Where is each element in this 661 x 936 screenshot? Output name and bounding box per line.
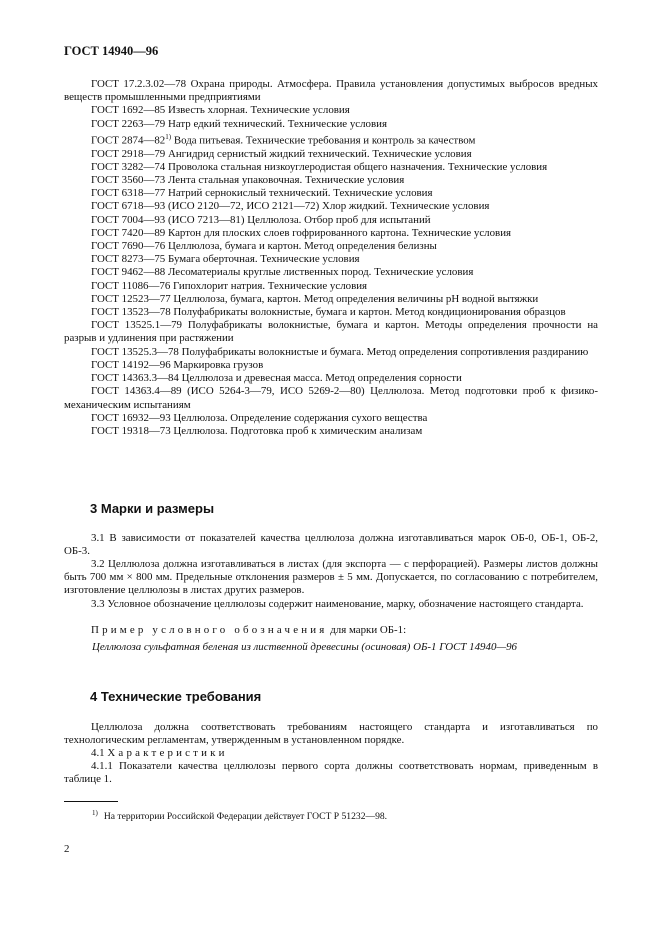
document-header: ГОСТ 14940—96 <box>64 44 159 58</box>
reference-title: Целлюлоза, бумага и картон. Метод определения белизны <box>167 240 437 253</box>
reference-code: ГОСТ 11086—76 <box>91 279 171 292</box>
section-3-paragraph-1: 3.1 В зависимости от показателей качества целлюлоза должна изготавливаться марок ОБ-0, ОБ-1, ОБ-2, ОБ-3. <box>64 532 598 558</box>
footnote-ref-mark: 1) <box>165 132 172 141</box>
reference-code: ГОСТ 7420—89 <box>91 226 166 239</box>
reference-title: Натр едкий технический. Технические условия <box>167 117 387 130</box>
reference-code: ГОСТ 1692—85 <box>91 104 166 117</box>
reference-item <box>64 346 598 359</box>
reference-title: Бумага оберточная. Технические условия <box>167 253 360 266</box>
reference-title: (ИСО 2120—72, ИСО 2121—72) Хлор жидкий. Технические условия <box>167 200 490 213</box>
reference-code: ГОСТ 17.2.3.02—78 <box>91 78 187 90</box>
reference-code: ГОСТ 2874—82 <box>91 134 166 147</box>
reference-code: ГОСТ 6318—77 <box>91 187 166 200</box>
footnote-mark: 1) <box>92 809 98 817</box>
reference-title: Полуфабрикаты волокнистые, бумага и картон. Методы определения прочности на разрыв и удлинения при растяжении <box>64 319 598 345</box>
reference-code: ГОСТ 2918—79 <box>91 147 166 160</box>
page-number: 2 <box>64 843 70 855</box>
subsection-number: 4.1 <box>91 747 105 759</box>
reference-title: Целлюлоза. Определение содержания сухого вещества <box>173 411 428 424</box>
reference-title: Охрана природы. Атмосфера. Правила установления допустимых выбросов вредных веществ промышленными предприятиями <box>64 78 598 104</box>
reference-code: ГОСТ 6718—93 <box>91 200 166 213</box>
reference-title: Гипохлорит натрия. Технические условия <box>173 279 368 292</box>
reference-item <box>64 372 598 385</box>
reference-item <box>64 161 598 174</box>
reference-code: ГОСТ 14363.3—84 <box>91 372 179 385</box>
section-4-paragraph-1: Целлюлоза должна соответствовать требованиям настоящего стандарта и изготавливаться по технологическим регламентам, утвержденным в установленном порядке. <box>64 721 598 747</box>
example-designation: Целлюлоза сульфатная беленая из лиственной древесины (осиновая) ОБ-1 ГОСТ 14940—96 <box>92 641 517 653</box>
reference-code: ГОСТ 13525.1—79 <box>91 319 182 332</box>
subsection-label: Характеристики <box>107 747 228 759</box>
section-3-paragraph-3: 3.3 Условное обозначение целлюлозы содержит наименование, марку, обозначение настоящего стандарта. <box>91 598 584 610</box>
reference-title: Лента стальная упаковочная. Технические условия <box>167 174 405 187</box>
reference-code: ГОСТ 14363.4—89 <box>91 385 182 398</box>
reference-item <box>64 118 598 131</box>
reference-title: (ИСО 7213—81) Целлюлоза. Отбор проб для испытаний <box>167 213 431 226</box>
reference-item <box>64 253 598 266</box>
reference-code: ГОСТ 8273—75 <box>91 253 166 266</box>
reference-code: ГОСТ 7690—76 <box>91 240 166 253</box>
example-suffix: для марки ОБ-1: <box>330 624 407 636</box>
section-3-paragraph-2: 3.2 Целлюлоза должна изготавливаться в листах (для экспорта — с перфорацией). Размеры листов должны быть 700 мм × 800 мм. Предельные отклонения размеров ± 5 мм. Допускается, по согласованию с потребителем, изготовление целлюлозы в листах других размеров. <box>64 558 598 597</box>
reference-item <box>64 148 598 161</box>
reference-code: ГОСТ 3282—74 <box>91 160 166 173</box>
reference-code: ГОСТ 9462—88 <box>91 266 166 279</box>
reference-title: Маркировка грузов <box>173 358 264 371</box>
reference-item <box>64 385 598 411</box>
footnote-divider <box>64 801 118 802</box>
section-4-paragraph-3: 4.1.1 Показатели качества целлюлозы первого сорта должны соответствовать нормам, приведенным в таблице 1. <box>64 760 598 786</box>
reference-title: Лесоматериалы круглые лиственных пород. Технические условия <box>167 266 474 279</box>
reference-title: Вода питьевая. Технические требования и контроль за качеством <box>173 134 476 147</box>
reference-title: Известь хлорная. Технические условия <box>167 104 350 117</box>
reference-item <box>64 266 598 279</box>
reference-code: ГОСТ 16932—93 <box>91 411 171 424</box>
reference-item <box>64 306 598 319</box>
section-4-paragraph-2 <box>64 747 598 760</box>
reference-item <box>64 200 598 213</box>
reference-code: ГОСТ 19318—73 <box>91 424 171 437</box>
reference-code: ГОСТ 7004—93 <box>91 213 166 226</box>
example-line <box>64 624 598 637</box>
reference-code: ГОСТ 13523—78 <box>91 306 171 319</box>
reference-title: Целлюлоза. Подготовка проб к химическим анализам <box>173 424 423 437</box>
reference-code: ГОСТ 13525.3—78 <box>91 345 179 358</box>
reference-item <box>64 227 598 240</box>
reference-code: ГОСТ 12523—77 <box>91 292 171 305</box>
example-label: Пример условного обозначения <box>91 624 328 636</box>
reference-code: ГОСТ 3560—73 <box>91 174 166 187</box>
reference-item <box>64 214 598 227</box>
normative-references-list <box>64 78 598 438</box>
reference-title: Целлюлоза и древесная масса. Метод определения сорности <box>181 372 462 385</box>
footnote-text: На территории Российской Федерации действует ГОСТ Р 51232—98. <box>103 811 388 823</box>
reference-code: ГОСТ 14192—96 <box>91 358 171 371</box>
section-3-title: 3 Марки и размеры <box>90 501 215 516</box>
reference-item <box>64 359 598 372</box>
reference-title: Картон для плоских слоев гофрированного картона. Технические условия <box>167 226 512 239</box>
reference-item <box>64 412 598 425</box>
section-4-title: 4 Технические требования <box>90 689 262 704</box>
reference-item <box>64 104 598 117</box>
reference-title: Проволока стальная низкоуглеродистая общего назначения. Технические условия <box>167 160 548 173</box>
reference-title: Ангидрид сернистый жидкий технический. Технические условия <box>167 147 472 160</box>
reference-item <box>64 174 598 187</box>
reference-title: Полуфабрикаты волокнистые и бумага. Метод определения сопротивления раздиранию <box>181 345 589 358</box>
reference-title: Натрий сернокислый технический. Технические условия <box>167 187 433 200</box>
reference-item <box>64 280 598 293</box>
reference-item <box>64 187 598 200</box>
reference-title: (ИСО 5264-3—79, ИСО 5269-2—80) Целлюлоза. Метод подготовки проб к физико-механическим испытаниям <box>64 385 599 411</box>
reference-item <box>64 78 598 104</box>
reference-title: Целлюлоза, бумага, картон. Метод определения величины рН водной вытяжки <box>173 292 539 305</box>
footnote <box>92 809 387 822</box>
reference-item <box>64 319 598 345</box>
reference-code: ГОСТ 2263—79 <box>91 117 166 130</box>
reference-item <box>64 293 598 306</box>
reference-title: Полуфабрикаты волокнистые, бумага и картон. Метод кондиционирования образцов <box>173 306 566 319</box>
reference-item <box>64 425 598 438</box>
reference-item <box>64 240 598 253</box>
reference-item <box>64 131 598 148</box>
